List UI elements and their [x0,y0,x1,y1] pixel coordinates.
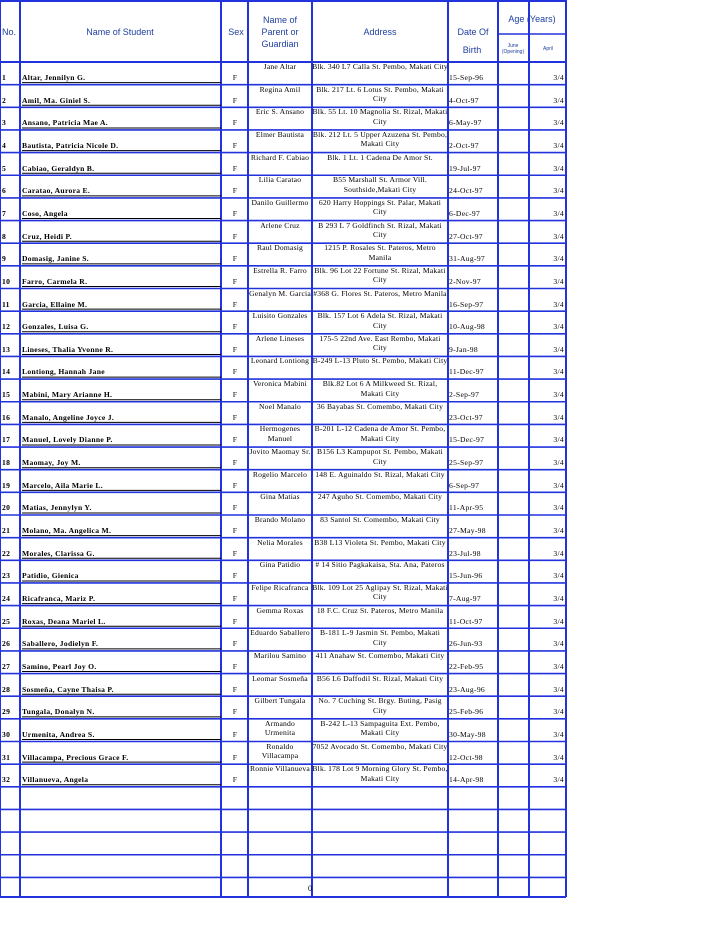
table-row [0,356,566,378]
age-april: 3/4 [553,752,564,762]
student-sex: F [232,548,238,558]
parent-guardian: Marilou Samino [253,650,307,660]
student-name: Manuel, Lovely Dianne P. [22,435,113,445]
student-number: 3 [2,118,7,128]
birth-date: 11-Dec-97 [449,367,484,377]
student-name: Tungala, Donalyn N. [22,707,95,717]
table-row [0,606,566,628]
student-sex: F [232,707,238,717]
parent-guardian: Brando Molano [254,515,306,524]
student-number: 7 [2,208,7,218]
student-name: Morales, Clarissa G. [22,548,95,558]
table-row [0,243,566,265]
address: B56 L6 Daffodil St. Rizal, Makati City [316,673,444,683]
parent-guardian: Noel Manalo [258,401,302,411]
address: 83 Santol St. Comembo, Makati City [320,515,440,524]
age-april: 3/4 [553,661,564,671]
birth-date: 4-Oct-97 [449,95,479,105]
student-name: Matias, Jennylyn Y. [22,503,92,513]
birth-date: 26-Jun-93 [449,639,483,649]
student-number: 14 [2,367,11,377]
age-april: 3/4 [553,684,564,694]
parent-guardian: Luisito Gonzales [252,311,308,321]
student-number: 23 [2,571,11,581]
student-name: Cabiao, Geraldyn B. [22,163,95,173]
student-sex: F [232,480,238,490]
address: Blk. 55 Lt. 10 Magnolia St. Rizal, Makati City [312,107,448,126]
header-april: April [542,46,553,52]
parent-guardian: Ronnie Villanueva [250,764,310,774]
birth-date: 15-Sep-96 [449,73,484,82]
age-april: 3/4 [553,503,564,513]
address: B 293 L 7 Goldfinch St. Rizal, Makati City [318,220,442,240]
student-number: 12 [2,322,11,332]
age-april: 3/4 [553,276,564,286]
student-number: 25 [2,616,11,626]
student-number: 30 [2,729,11,739]
student-sex: F [232,95,238,105]
header-age-years: Age (Years) [508,14,556,24]
address: B-201 L-12 Cadena de Amor St. Pembo, Makati City [314,424,446,443]
age-april: 3/4 [553,480,564,490]
address: B-242 L-13 Sampaguita Ext. Pembo, Makati City [320,718,440,738]
student-number: 8 [2,231,7,241]
student-name: Ricafranca, Mariz P. [22,593,96,603]
birth-date: 2-Oct-97 [449,140,479,150]
student-name: Roxas, Deana Mariel L. [22,616,106,626]
parent-guardian: Genalyn M. Garcia [249,288,311,298]
address: 620 Harry Hoppings St. Palar, Makati City [318,197,442,217]
student-name: Sosmeña, Cayne Thaisa P. [22,684,114,694]
table-row [0,221,566,243]
student-sex: F [232,208,238,218]
table-row [0,515,566,537]
birth-date: 27-May-98 [449,526,486,535]
header-no: No. [2,27,17,37]
student-sex: F [232,729,238,739]
address: # 14 Sitio Pagkakaisa, Sta. Ana, Pateros [315,560,445,570]
parent-guardian: Leonard Lontiong [250,356,310,366]
student-sex: F [232,390,238,400]
student-name: Villacampa, Precious Grace F. [22,752,129,762]
address: 1215 P. Rosales St. Pateros, Metro Manila [324,243,436,262]
student-sex: F [232,775,238,785]
table-row [0,764,566,786]
student-sex: F [232,140,238,150]
student-sex: F [232,639,238,649]
student-number: 19 [2,480,11,490]
student-name: Villanueva, Angela [22,775,89,785]
age-april: 3/4 [553,118,564,128]
table-row [0,62,566,84]
student-sex: F [232,118,238,128]
age-april: 3/4 [553,73,564,82]
age-april: 3/4 [553,163,564,173]
student-sex: F [232,526,238,535]
age-april: 3/4 [553,140,564,150]
student-number: 27 [2,661,11,671]
table-row [0,538,566,560]
address: Blk. 96 Lot 22 Fortune St. Rizal, Makati City [314,265,446,285]
student-sex: F [232,322,238,332]
table-row [0,130,566,152]
age-april: 3/4 [553,299,564,309]
address: Blk. 109 Lot 25 Aglipay St. Rizal, Makati City [312,582,448,602]
student-sex: F [232,73,238,82]
age-april: 3/4 [553,593,564,603]
parent-guardian: Veronica Mabini [253,379,307,389]
age-april: 3/4 [553,390,564,400]
parent-guardian: Rogelio Marcelo [252,469,308,479]
birth-date: 9-Jan-98 [449,344,478,354]
table-row [0,696,566,718]
header-birth: Birth [462,45,482,55]
student-name: Garcia, Ellaine M. [22,299,88,309]
address: B-249 L-13 Pluto St. Pembo, Makati City [312,356,448,366]
student-name: Cruz, Heidi P. [22,231,72,241]
birth-date: 6-Sep-97 [449,480,480,490]
table-row [0,153,566,175]
address: Blk. 1 Lt. 1 Cadena De Amor St. [327,152,433,162]
address: B-181 L-9 Jasmin St. Pembo, Makati City [319,628,441,647]
student-number: 5 [2,163,7,173]
student-number: 21 [2,526,11,535]
table-row [0,334,566,356]
table-row [0,198,566,220]
student-name: Marcelo, Aila Marie L. [22,480,103,490]
table-row [0,266,566,288]
student-number: 2 [2,95,7,105]
student-sex: F [232,684,238,694]
birth-date: 23-Aug-96 [449,684,486,694]
table-row [0,85,566,107]
address: 148 E. Aguinaldo St. Rizal, Makati City [315,469,445,479]
student-number: 13 [2,344,11,354]
student-sex: F [232,503,238,513]
header-june-line2: (Opening) [501,49,525,55]
age-april: 3/4 [553,548,564,558]
student-sex: F [232,616,238,626]
header-parent-line3: Guardian [261,39,299,49]
birth-date: 25-Sep-97 [449,458,484,468]
student-name: Bautista, Patricia Nicole D. [22,140,119,150]
student-sex: F [232,367,238,377]
age-april: 3/4 [553,254,564,264]
birth-date: 14-Apr-98 [449,775,484,785]
table-row [0,402,566,424]
student-number: 20 [2,503,11,513]
student-sex: F [232,752,238,762]
parent-guardian: Danilo Guillermo [251,197,309,207]
student-sex: F [232,231,238,241]
table-row [0,742,566,764]
student-name: Samino, Pearl Joy O. [22,661,97,671]
table-row [0,583,566,605]
header-parent-line2: Parent or [261,27,299,37]
parent-guardian: Eric S. Ansano [255,107,305,117]
birth-date: 2-Nov-97 [449,276,481,286]
age-april: 3/4 [553,435,564,445]
table-row [0,447,566,469]
parent-guardian: Leomar Sosmeña [252,673,308,683]
table-row [0,289,566,311]
header-date-of: Date Of [457,27,489,37]
address: Blk. 217 Lt. 6 Lotus St. Pembo, Makati City [316,84,444,104]
address: B156 L3 Kampupot St. Pembo, Makati City [317,447,443,466]
address: B55 Marshall St. Armor Vill. Southside,Makati City [332,175,428,194]
parent-guardian: Gina Matias [260,492,300,502]
birth-date: 22-Feb-95 [449,661,484,671]
age-april: 3/4 [553,95,564,105]
parent-guardian: Jane Altar [263,62,297,71]
header-name-of-student: Name of Student [86,27,154,37]
parent-guardian: Lilia Caratao [258,175,302,185]
student-name: Caratao, Aurora E. [22,186,91,196]
footer-value: 0 [308,884,312,893]
student-number: 28 [2,684,11,694]
student-name: Manalo, Angeline Joyce J. [22,412,115,422]
address: 247 Aguho St. Comembo, Makati City [317,492,443,502]
birth-date: 15-Jun-96 [449,571,483,581]
parent-guardian: Regina Amil [259,84,301,94]
address: B38 L13 Violeta St. Pembo, Makati City [314,537,446,547]
student-sex: F [232,593,238,603]
birth-date: 2-Sep-97 [449,390,480,400]
age-april: 3/4 [553,639,564,649]
parent-guardian: Armando Urmenita [264,718,296,738]
address: Blk. 157 Lot 6 Adela St. Rizal, Makati City [317,311,443,330]
table-row [0,560,566,582]
student-name: Maomay, Joy M. [22,458,81,468]
parent-guardian: Raul Domasig [256,243,304,253]
student-name: Patidio, Gienica [22,571,79,581]
student-number: 6 [2,186,7,196]
student-name: Molano, Ma. Angelica M. [22,526,112,535]
student-number: 17 [2,435,11,445]
parent-guardian: Estrella R. Farro [253,265,307,275]
birth-date: 12-Oct-98 [449,752,483,762]
student-sex: F [232,435,238,445]
table-row [0,628,566,650]
table-row [0,719,566,741]
birth-date: 10-Aug-98 [449,322,486,332]
birth-date: 24-Oct-97 [449,186,483,196]
address: Blk.82 Lot 6 A Milkweed St. Rizal, Makati City [322,379,438,398]
birth-date: 25-Feb-96 [449,707,484,717]
birth-date: 30-May-98 [449,729,486,739]
birth-date: 19-Jul-97 [449,163,481,173]
age-april: 3/4 [553,526,564,535]
table-row [0,470,566,492]
parent-guardian: Felipe Ricafranca [251,582,309,592]
parent-guardian: Gemma Roxas [256,605,304,615]
table-row [0,674,566,696]
student-name: Gonzales, Luisa G. [22,322,89,332]
birth-date: 15-Dec-97 [449,435,485,445]
student-name: Altar, Jennilyn G. [22,73,86,82]
table-row [0,424,566,446]
parent-guardian: Elmer Bautista [255,129,305,139]
student-name: Farro, Carmela R. [22,276,88,286]
age-april: 3/4 [553,322,564,332]
parent-guardian: Arlene Lineses [255,333,305,343]
address: Blk. 178 Lot 9 Morning Glory St. Pembo, Makati City [312,764,448,783]
student-sex: F [232,571,238,581]
table-row [0,311,566,333]
age-april: 3/4 [553,707,564,717]
student-sex: F [232,299,238,309]
header-sex: Sex [228,27,244,37]
student-name: Lineses, Thalia Yvonne R. [22,344,114,354]
student-sex: F [232,163,238,173]
age-april: 3/4 [553,367,564,377]
age-april: 3/4 [553,729,564,739]
table-row [0,175,566,197]
birth-date: 6-May-97 [449,118,482,128]
birth-date: 6-Dec-97 [449,208,481,218]
parent-guardian: Gilbert Tungala [254,696,306,706]
parent-guardian: Ronaldo Villacampa [261,741,299,760]
parent-guardian: Jovito Maomay Sr. [249,447,311,457]
student-number: 24 [2,593,11,603]
parent-guardian: Gina Patidio [259,560,301,570]
student-sex: F [232,661,238,671]
student-name: Domasig, Janine S. [22,254,90,264]
student-name: Saballero, Jodielyn F. [22,639,99,649]
age-april: 3/4 [553,775,564,785]
student-number: 15 [2,390,11,400]
address: No. 7 Cuching St. Brgy. Buting, Pasig City [318,696,442,715]
address: Blk. 340 L7 Calla St. Pembo, Makati City [312,62,448,71]
student-name: Ansano, Patricia Mae A. [22,118,108,128]
birth-date: 23-Jul-98 [449,548,481,558]
header-address: Address [363,27,397,37]
student-number: 31 [2,752,11,762]
student-number: 22 [2,548,11,558]
parent-guardian: Arlene Cruz [260,220,300,230]
birth-date: 31-Aug-97 [449,254,486,264]
age-april: 3/4 [553,231,564,241]
student-sex: F [232,186,238,196]
student-number: 16 [2,412,11,422]
age-april: 3/4 [553,412,564,422]
birth-date: 7-Aug-97 [449,593,481,603]
age-april: 3/4 [553,571,564,581]
age-april: 3/4 [553,616,564,626]
address: #368 G. Flores St. Pateros, Metro Manila [313,288,447,298]
student-sex: F [232,344,238,354]
student-number: 32 [2,775,11,785]
student-number: 1 [2,73,7,82]
age-april: 3/4 [553,344,564,354]
birth-date: 23-Oct-97 [449,412,483,422]
student-name: Amil, Ma. Giniel S. [22,95,91,105]
birth-date: 16-Sep-97 [449,299,484,309]
parent-guardian: Eduardo Saballero [250,628,310,638]
student-number: 10 [2,276,11,286]
table-row [0,492,566,514]
birth-date: 27-Oct-97 [449,231,483,241]
student-number: 11 [2,299,10,309]
student-sex: F [232,412,238,422]
student-name: Coso, Angela [22,208,68,218]
student-sex: F [232,276,238,286]
table-row [0,651,566,673]
header-june-line1: June [507,43,519,49]
address: Blk. 212 Lt. 5 Upper Azuzena St. Pembo, Makati City [312,129,448,149]
student-number: 26 [2,639,11,649]
address: 36 Bayabas St. Comembo, Makati City [316,401,444,411]
address: 411 Anahaw St. Comembo, Makati City [315,650,445,660]
table-row [0,107,566,129]
address: 7052 Avocado St. Comembo, Makati City [312,741,448,751]
student-name: Mabini, Mary Arianne H. [22,390,113,400]
birth-date: 11-Oct-97 [449,616,483,626]
parent-guardian: Richard F. Cabiao [250,152,310,162]
birth-date: 11-Apr-95 [449,503,484,513]
student-sex: F [232,254,238,264]
age-april: 3/4 [553,186,564,196]
student-number: 29 [2,707,11,717]
student-number: 4 [2,140,7,150]
address: 175-5 22nd Ave. East Rembo, Makati City [319,333,441,353]
address: 18 F.C. Cruz St. Pateros, Metro Manila [316,605,444,615]
student-number: 18 [2,458,11,468]
age-april: 3/4 [553,458,564,468]
student-name: Lontiong, Hannah Jane [22,367,105,377]
table-row [0,379,566,401]
student-number: 9 [2,254,7,264]
parent-guardian: Hermogenes Manuel [259,424,301,443]
student-name: Urmenita, Andrea S. [22,729,95,739]
header-parent-line1: Name of [262,15,297,25]
student-sex: F [232,458,238,468]
parent-guardian: Nelia Morales [257,537,303,547]
age-april: 3/4 [553,208,564,218]
